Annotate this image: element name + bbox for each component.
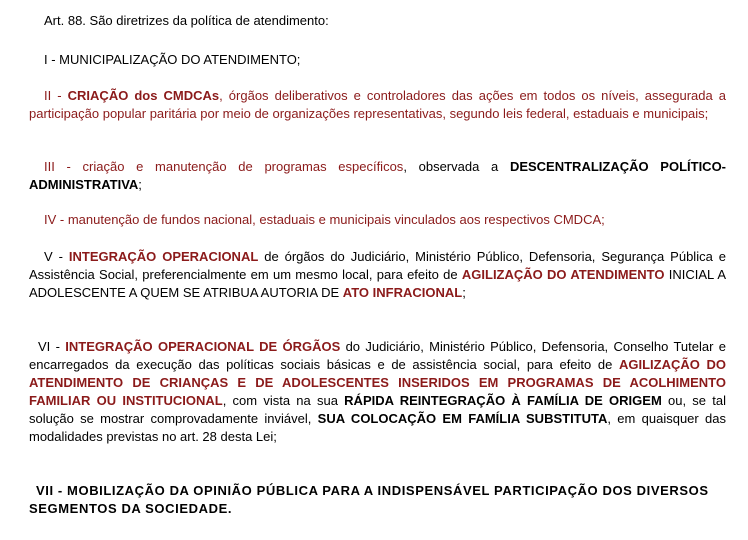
item-vi-bold-2: SUA COLOCAÇÃO EM FAMÍLIA SUBSTITUTA xyxy=(317,411,608,426)
item-v-highlight-1: INTEGRAÇÃO OPERACIONAL xyxy=(68,249,259,264)
item-iii-bold: DESCENTRALIZAÇÃO POLÍTICO-ADMINISTRATIVA xyxy=(29,159,727,192)
item-vi-highlight-2: AGILIZAÇÃO DO ATENDIMENTO DE CRIANÇAS E DE ADOLESCENTES INSERIDOS EM PROGRAMAS DE ACOLHIMENTO FAMILIAR OU INSTITUCIONAL xyxy=(29,357,726,408)
item-iii xyxy=(29,158,726,194)
item-vi-bold-1: RÁPIDA REINTEGRAÇÃO À FAMÍLIA DE ORIGEM xyxy=(344,393,662,408)
item-vi-prefix: VI - xyxy=(38,339,66,354)
item-vi-end: , em quaisquer das modalidades previstas no art. 28 desta Lei; xyxy=(29,411,726,444)
item-v-middle: de órgãos do Judiciário, Ministério Público, Defensoria, Segurança Pública e Assistência Social, preferencialmente em um mesmo local, para efeito de xyxy=(29,249,726,282)
item-iii-highlight: III - criação e manutenção de programas específicos xyxy=(44,159,404,174)
item-v-highlight-2: AGILIZAÇÃO DO ATENDIMENTO xyxy=(461,267,665,282)
item-i: I - MUNICIPALIZAÇÃO DO ATENDIMENTO; xyxy=(44,52,301,67)
item-ii-prefix: II - xyxy=(44,88,68,103)
item-ii-highlight: CRIAÇÃO dos CMDCAs xyxy=(67,88,220,103)
item-vi-middle-3: ou, se tal solução se mostrar comprovadamente inviável, xyxy=(29,393,726,426)
item-vi-highlight-1: INTEGRAÇÃO OPERACIONAL DE ÓRGÃOS xyxy=(65,339,341,354)
item-v-middle-2: INICIAL A ADOLESCENTE A QUEM SE ATRIBUA AUTORIA DE xyxy=(29,267,726,300)
item-vi-middle-2: , com vista na sua xyxy=(222,393,345,408)
item-iii-middle: , observada a xyxy=(403,159,510,174)
item-v-highlight-3: ATO INFRACIONAL xyxy=(342,285,463,300)
item-v-prefix: V - xyxy=(44,249,69,264)
item-ii-rest: , órgãos deliberativos e controladores das ações em todos os níveis, assegurada a participação popular paritária por meio de organizações representativas, segundo leis federal, estaduais e municipais; xyxy=(29,88,726,121)
item-vi-middle-1: do Judiciário, Ministério Público, Defensoria, Conselho Tutelar e encarregados da execução das políticas sociais básicas e de assistência social, para efeito de xyxy=(29,339,726,372)
item-vii: VII - MOBILIZAÇÃO DA OPINIÃO PÚBLICA PARA A INDISPENSÁVEL PARTICIPAÇÃO DOS DIVERSOS SEGMENTOS DA SOCIEDADE. xyxy=(29,483,709,516)
item-ii xyxy=(29,87,726,123)
article-heading: Art. 88. São diretrizes da política de atendimento: xyxy=(44,13,329,28)
item-iii-end: ; xyxy=(138,177,142,192)
item-vi xyxy=(29,338,726,446)
item-v xyxy=(29,248,726,302)
item-iv: IV - manutenção de fundos nacional, estaduais e municipais vinculados aos respectivos CMDCA; xyxy=(44,212,605,227)
item-v-end: ; xyxy=(462,285,466,300)
